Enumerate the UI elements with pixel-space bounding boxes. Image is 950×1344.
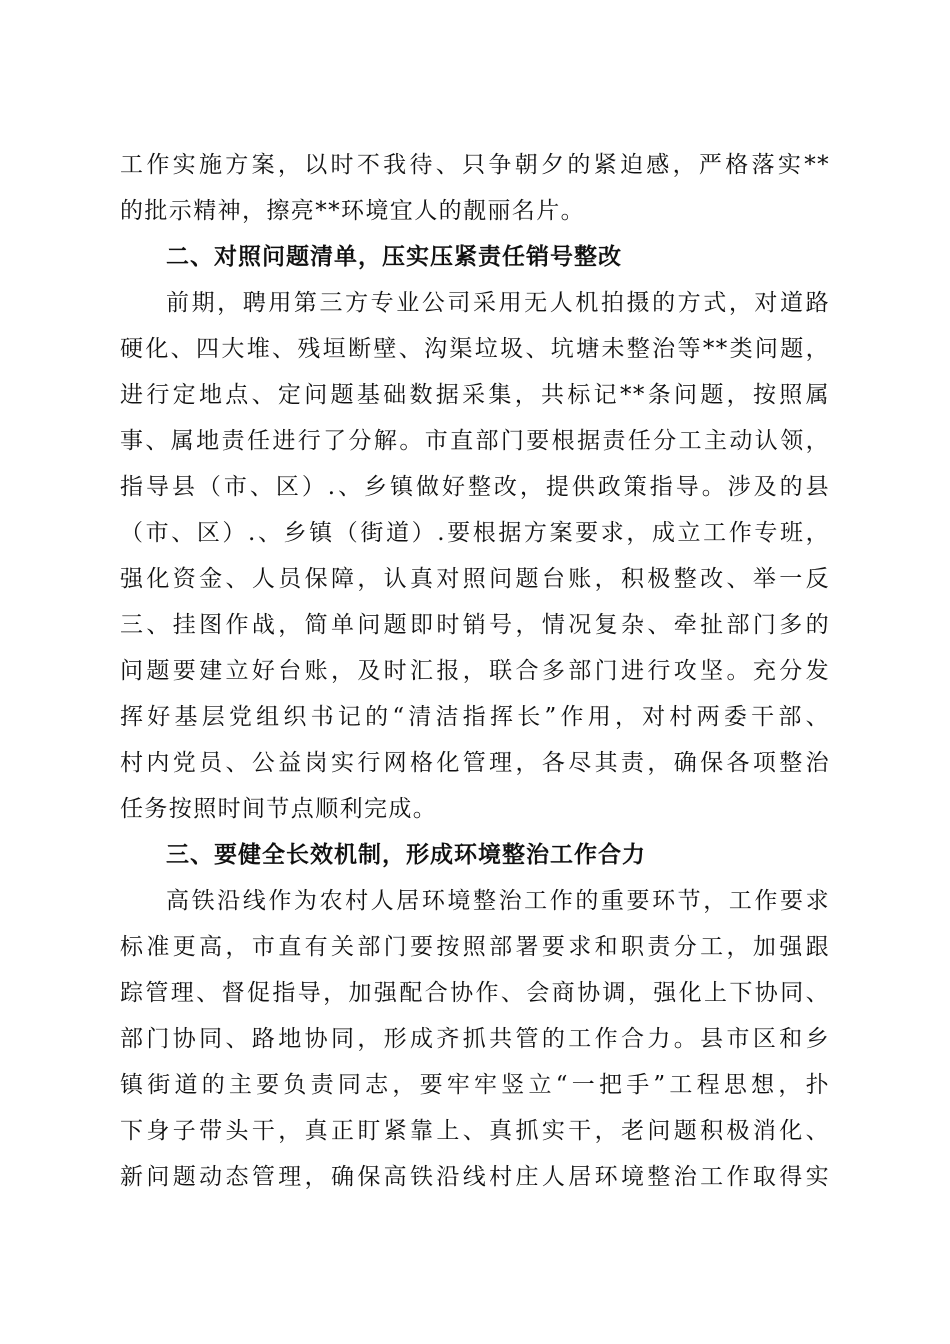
paragraph-line: 前期，聘用第三方专业公司采用无人机拍摄的方式，对道路 (166, 290, 830, 316)
paragraph-line: 的批示精神，擦亮**环境宜人的靓丽名片。 (120, 198, 585, 224)
paragraph-line: （市、区）.、乡镇（街道）.要根据方案要求，成立工作专班， (120, 520, 830, 546)
paragraph-line: 下身子带头干，真正盯紧靠上、真抓实干，老问题积极消化、 (120, 1118, 830, 1144)
paragraph-line: 标准更高，市直有关部门要按照部署要求和职责分工，加强跟 (120, 934, 830, 960)
paragraph-line: 新问题动态管理，确保高铁沿线村庄人居环境整治工作取得实 (120, 1164, 830, 1190)
section-heading-2: 二、对照问题清单，压实压紧责任销号整改 (166, 244, 622, 270)
section-heading-3: 三、要健全长效机制，形成环境整治工作合力 (166, 842, 646, 868)
paragraph-line: 指导县（市、区）.、乡镇做好整改，提供政策指导。涉及的县 (120, 474, 830, 500)
paragraph-line: 踪管理、督促指导，加强配合协作、会商协调，强化上下协同、 (120, 980, 830, 1006)
paragraph-line: 硬化、四大堆、残垣断壁、沟渠垃圾、坑塘未整治等**类问题， (120, 336, 830, 362)
paragraph-line: 事、属地责任进行了分解。市直部门要根据责任分工主动认领， (120, 428, 830, 454)
paragraph-line: 工作实施方案，以时不我待、只争朝夕的紧迫感，严格落实** (120, 152, 830, 178)
paragraph-line: 部门协同、路地协同，形成齐抓共管的工作合力。县市区和乡 (120, 1026, 830, 1052)
paragraph-line: 进行定地点、定问题基础数据采集，共标记**条问题，按照属 (120, 382, 830, 408)
document-body (120, 142, 830, 1200)
paragraph-line: 问题要建立好台账，及时汇报，联合多部门进行攻坚。充分发 (120, 658, 830, 684)
paragraph-line: 高铁沿线作为农村人居环境整治工作的重要环节，工作要求 (166, 888, 830, 914)
paragraph-line: 强化资金、人员保障，认真对照问题台账，积极整改、举一反 (120, 566, 830, 592)
paragraph-line: 三、挂图作战，简单问题即时销号，情况复杂、牵扯部门多的 (120, 612, 830, 638)
paragraph-line: 挥好基层党组织书记的“清洁指挥长”作用，对村两委干部、 (120, 704, 830, 730)
paragraph-line: 镇街道的主要负责同志，要牢牢竖立“一把手”工程思想，扑 (120, 1072, 830, 1098)
paragraph-line: 村内党员、公益岗实行网格化管理，各尽其责，确保各项整治 (120, 750, 830, 776)
paragraph-line: 任务按照时间节点顺利完成。 (120, 796, 438, 822)
